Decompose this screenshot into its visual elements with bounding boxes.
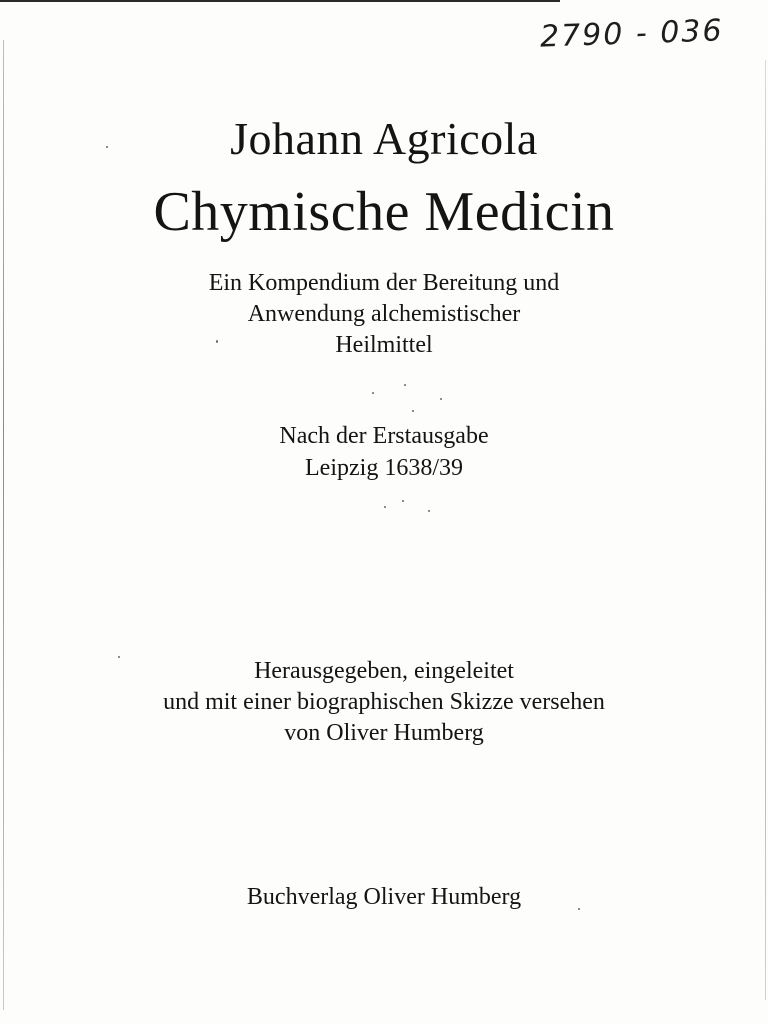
source-edition [0, 420, 768, 484]
subtitle [0, 268, 768, 361]
editor-credit [0, 656, 768, 749]
source-line: Nach der Erstausgabe [279, 423, 489, 449]
scan-speck [440, 398, 442, 400]
scan-speck [384, 506, 386, 508]
source-line: Leipzig 1638/39 [305, 455, 463, 481]
book-title: Chymische Medicin [153, 181, 615, 243]
editor-line: und mit einer biographischen Skizze versehen [163, 689, 605, 715]
top-scan-rule [0, 0, 560, 2]
scan-speck [216, 340, 218, 343]
subtitle-line: Heilmittel [335, 332, 433, 358]
scan-speck [118, 656, 120, 658]
editor-line: Herausgegeben, eingeleitet [254, 658, 514, 684]
publisher-name: Buchverlag Oliver Humberg [246, 884, 522, 910]
handwritten-catalog-number: 2790 - 036 [539, 13, 725, 55]
scan-speck [106, 146, 108, 148]
subtitle-line: Anwendung alchemistischer [247, 301, 521, 327]
scan-speck [578, 908, 580, 910]
scan-speck [404, 384, 406, 386]
scan-speck [428, 510, 430, 512]
author-name: Johann Agricola [230, 113, 538, 164]
scan-speck [402, 500, 404, 502]
subtitle-line: Ein Kompendium der Bereitung und [208, 270, 560, 296]
scan-speck [412, 410, 414, 412]
scan-speck [372, 392, 374, 394]
editor-line: von Oliver Humberg [284, 720, 484, 746]
